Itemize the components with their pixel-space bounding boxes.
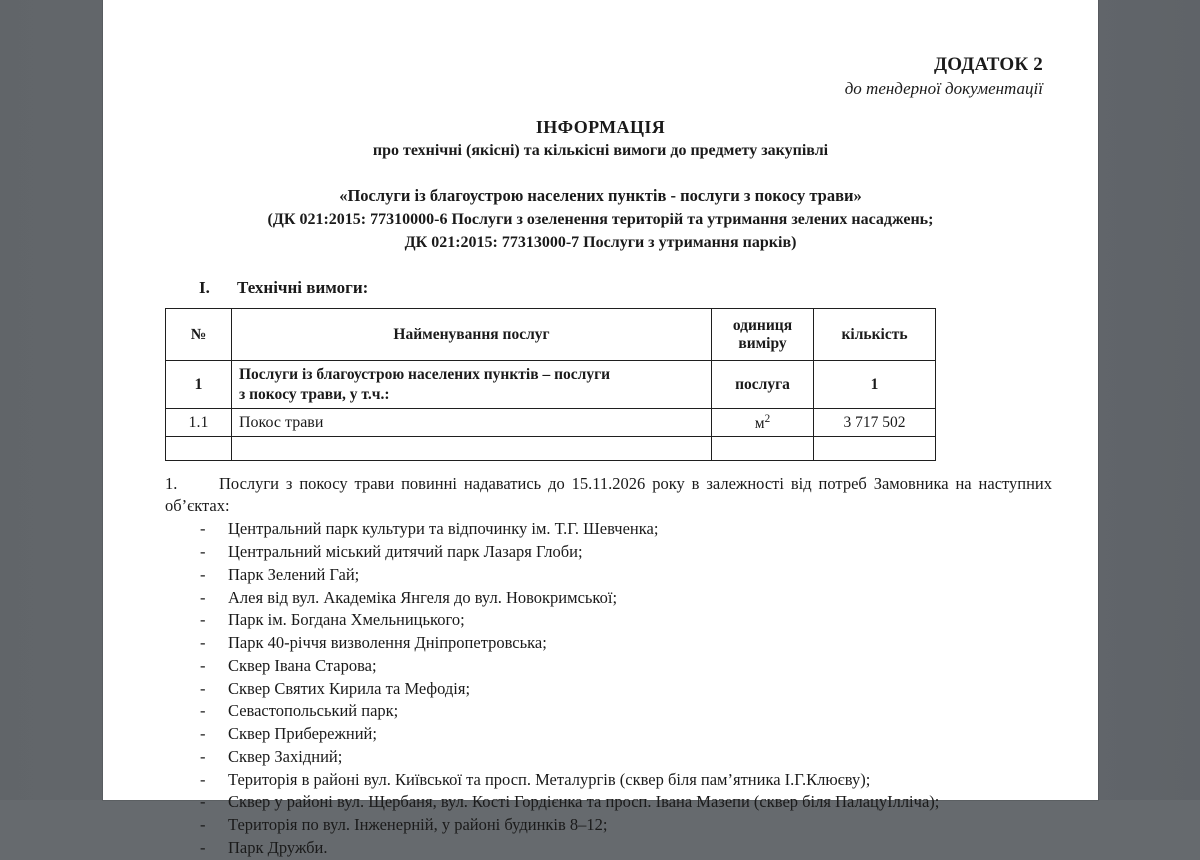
document-page: [103, 0, 1098, 857]
bullet-dash-icon: -: [200, 724, 206, 744]
cell-number: 1: [166, 361, 232, 409]
bullet-dash-icon: -: [200, 792, 206, 812]
list-item: [200, 791, 1098, 814]
requirement-paragraph: [103, 473, 1098, 516]
cell-quantity: 1: [814, 361, 936, 409]
table-container: [103, 308, 1098, 461]
bullet-dash-icon: -: [200, 815, 206, 835]
cell-unit-exponent: 2: [764, 412, 771, 425]
cell-unit-base: м: [754, 414, 765, 432]
cell-service-name-line1: Послуги із благоустрою населених пунктів – послуги: [239, 366, 611, 384]
table-row: [166, 437, 936, 461]
list-item: [200, 769, 1098, 792]
objects-list: [103, 518, 1098, 859]
section-numeral: I.: [199, 278, 210, 298]
bullet-dash-icon: -: [200, 633, 206, 653]
list-item: [200, 655, 1098, 678]
list-item: [200, 518, 1098, 541]
header-service-name: Найменування послуг: [232, 309, 712, 361]
cell-number: [166, 437, 232, 461]
paragraph-text: Послуги з покосу трави повинні надаватись до 15.11.2026 року в залежності від потреб Замовника на наступних об’єктах:: [165, 474, 1052, 515]
cell-unit: послуга: [712, 361, 814, 409]
cell-quantity: [814, 437, 936, 461]
list-item: [200, 541, 1098, 564]
document-subtitle: про технічні (якісні) та кількісні вимоги до предмету закупівлі: [372, 141, 829, 159]
header-unit-line1: одиниця: [732, 316, 793, 334]
list-item: [200, 723, 1098, 746]
bullet-dash-icon: -: [200, 655, 206, 675]
bullet-dash-icon: -: [200, 542, 206, 562]
cell-unit: [712, 437, 814, 461]
list-item-label: Сквер Прибережний;: [228, 724, 377, 744]
list-item-label: Територія в районі вул. Київської та просп. Металургів (сквер біля пам’ятника І.Г.Клюєву);: [228, 769, 871, 789]
header-quantity: кількість: [814, 309, 936, 361]
list-item-label: Севастопольський парк;: [228, 701, 399, 721]
dk-code-line-2: ДК 021:2015: 77313000-7 Послуги з утримання парків): [404, 234, 797, 252]
cell-service-name-line2: з покосу трави, у т.ч.:: [239, 385, 390, 403]
bullet-dash-icon: -: [200, 746, 206, 766]
list-item: [200, 564, 1098, 587]
header-number: №: [166, 309, 232, 361]
bullet-dash-icon: -: [200, 610, 206, 630]
list-item-label: Алея від вул. Академіка Янгеля до вул. Новокримської;: [228, 587, 618, 607]
title-spacer: [103, 162, 1098, 184]
section-heading: [103, 278, 1098, 298]
list-item-label: Центральний парк культури та відпочинку ім. Т.Г. Шевченка;: [228, 519, 659, 539]
cell-quantity: 3 717 502: [814, 409, 936, 437]
list-item-label: Парк Зелений Гай;: [228, 564, 360, 584]
list-item-label: Парк ім. Богдана Хмельницького;: [228, 610, 465, 630]
appendix-label: ДОДАТОК 2: [933, 54, 1043, 75]
paragraph-number: 1.: [165, 474, 178, 494]
title-block: [103, 115, 1098, 254]
table-header-row: [166, 309, 936, 361]
list-item: [200, 609, 1098, 632]
cell-service-name: [232, 437, 712, 461]
appendix-subtitle: до тендерної документації: [844, 78, 1043, 98]
header-unit-line2: виміру: [738, 334, 787, 352]
list-item-label: Центральний міський дитячий парк Лазаря Глоби;: [228, 542, 583, 562]
list-item-label: Територія по вул. Інженерній, у районі будинків 8–12;: [228, 815, 608, 835]
bullet-dash-icon: -: [200, 678, 206, 698]
list-item: [200, 746, 1098, 769]
bullet-dash-icon: -: [200, 587, 206, 607]
technical-requirements-table: [165, 308, 936, 461]
table-row: [166, 361, 936, 409]
appendix-header: [103, 0, 1098, 101]
bullet-dash-icon: -: [200, 837, 206, 857]
list-item: [200, 678, 1098, 701]
bullet-dash-icon: -: [200, 519, 206, 539]
section-heading-label: Технічні вимоги:: [237, 278, 369, 298]
document-title: ІНФОРМАЦІЯ: [535, 117, 666, 138]
bullet-dash-icon: -: [200, 769, 206, 789]
list-item-label: Сквер Святих Кирила та Мефодія;: [228, 678, 471, 698]
list-item: [200, 837, 1098, 860]
cell-service-name: Покос трави: [232, 409, 712, 437]
list-item-label: Сквер у районі вул. Щербаня, вул. Кості Гордієнка та просп. Івана Мазепи (сквер біля ПалацуІлліча);: [228, 792, 940, 812]
document-sheet: [103, 0, 1098, 860]
list-item-label: Парк 40-річчя визволення Дніпропетровська;: [228, 633, 547, 653]
procurement-subject: «Послуги із благоустрою населених пунктів - послуги з покосу трави»: [339, 186, 862, 206]
list-item-label: Сквер Івана Старова;: [228, 655, 377, 675]
bullet-dash-icon: -: [200, 564, 206, 584]
list-item: [200, 632, 1098, 655]
list-item: [200, 700, 1098, 723]
cell-number: 1.1: [166, 409, 232, 437]
header-unit: [712, 309, 814, 361]
table-row: [166, 409, 936, 437]
cell-unit: [712, 409, 814, 437]
list-item: [200, 587, 1098, 610]
list-item: [200, 814, 1098, 837]
cell-service-name: [232, 361, 712, 409]
bullet-dash-icon: -: [200, 701, 206, 721]
list-item-label: Сквер Західний;: [228, 746, 343, 766]
list-item-label: Парк Дружби.: [228, 837, 328, 857]
dk-code-line-1: (ДК 021:2015: 77310000-6 Послуги з озеленення територій та утримання зелених насаджень;: [267, 211, 934, 228]
